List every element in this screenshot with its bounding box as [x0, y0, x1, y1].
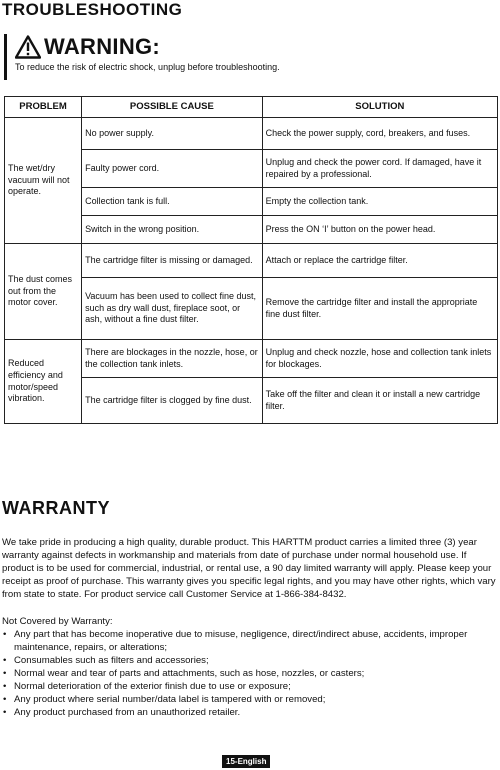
- warranty-paragraph: We take pride in producing a high quality, durable product. This HARTTM product carries a limited three (3) year warranty against defects in workmanship and materials from date of purchase under normal household use. If product is to be used for commercial, industrial, or rental use, a 90 day limited warranty will apply. Please keep your receipt as proof of purchase. This warranty gives you specific legal rights, and you may have other rights, which vary from state to state. For product service call Customer Service at 1-866-384-8432.: [2, 537, 496, 600]
- list-item: • Normal deterioration of the exterior finish due to use or exposure;: [14, 680, 496, 693]
- problem-cell: Reduced efficiency and motor/speed vibration.: [5, 340, 82, 424]
- cause-cell: No power supply.: [82, 118, 263, 150]
- solution-cell: Attach or replace the cartridge filter.: [262, 244, 497, 278]
- list-item: • Any product where serial number/data label is tampered with or removed;: [14, 693, 496, 706]
- cause-cell: The cartridge filter is clogged by fine dust.: [82, 378, 263, 424]
- solution-cell: Empty the collection tank.: [262, 188, 497, 216]
- solution-cell: Take off the filter and clean it or install a new cartridge filter.: [262, 378, 497, 424]
- troubleshooting-table: [4, 96, 498, 424]
- warning-box: [4, 34, 487, 80]
- list-item: • Consumables such as filters and accessories;: [14, 654, 496, 667]
- list-item: • Any product purchased from an unauthorized retailer.: [14, 706, 496, 719]
- header-solution: SOLUTION: [262, 97, 497, 118]
- table-header-row: [5, 97, 498, 118]
- cause-cell: The cartridge filter is missing or damaged.: [82, 244, 263, 278]
- warning-triangle-icon: [15, 35, 41, 59]
- solution-cell: Check the power supply, cord, breakers, and fuses.: [262, 118, 497, 150]
- table-row: [5, 340, 498, 378]
- solution-cell: Unplug and check the power cord. If damaged, have it repaired by a professional.: [262, 150, 497, 188]
- warranty-title: WARRANTY: [2, 498, 110, 518]
- list-item: • Normal wear and tear of parts and attachments, such as hose, nozzles, or casters;: [14, 667, 496, 680]
- troubleshooting-title: TROUBLESHOOTING: [2, 0, 183, 19]
- solution-cell: Press the ON ‘I’ button on the power head.: [262, 216, 497, 244]
- header-problem: PROBLEM: [5, 97, 82, 118]
- cause-cell: Faulty power cord.: [82, 150, 263, 188]
- not-covered-title: Not Covered by Warranty:: [2, 616, 113, 627]
- warning-word: WARNING:: [44, 34, 161, 59]
- not-covered-list: [2, 628, 496, 719]
- cause-cell: Switch in the wrong position.: [82, 216, 263, 244]
- table-row: [5, 244, 498, 278]
- problem-cell: The wet/dry vacuum will not operate.: [5, 118, 82, 244]
- page-number-badge: 15-English: [222, 755, 270, 768]
- list-item: • Any part that has become inoperative due to misuse, negligence, direct/indirect abuse, accidents, improper maintenance, repairs, or alterations;: [14, 628, 496, 654]
- cause-cell: Vacuum has been used to collect fine dust, such as dry wall dust, fireplace soot, or ash, without a fine dust filter.: [82, 278, 263, 340]
- problem-cell: The dust comes out from the motor cover.: [5, 244, 82, 340]
- cause-cell: There are blockages in the nozzle, hose, or the collection tank inlets.: [82, 340, 263, 378]
- solution-cell: Unplug and check nozzle, hose and collection tank inlets for blockages.: [262, 340, 497, 378]
- warranty-body: [2, 536, 496, 719]
- cause-cell: Collection tank is full.: [82, 188, 263, 216]
- header-possible-cause: POSSIBLE CAUSE: [82, 97, 263, 118]
- warning-text: To reduce the risk of electric shock, unplug before troubleshooting.: [15, 62, 280, 72]
- solution-cell: Remove the cartridge filter and install the appropriate fine dust filter.: [262, 278, 497, 340]
- warning-heading: [15, 34, 160, 60]
- table-row: [5, 118, 498, 150]
